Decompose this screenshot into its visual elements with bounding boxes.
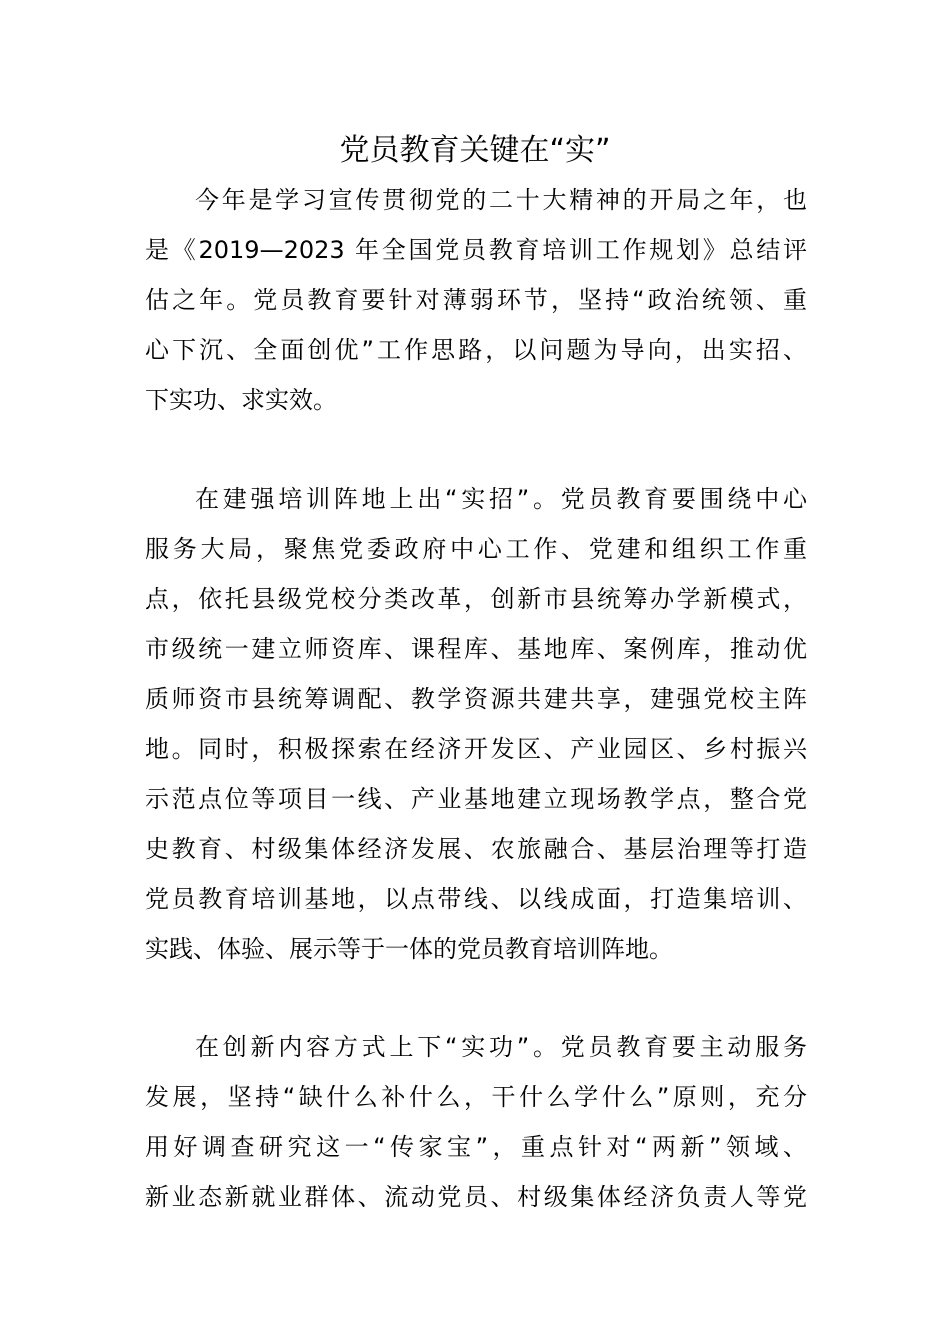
paragraph-line: 下实功、求实效。	[145, 386, 337, 414]
paragraph-line: 史教育、村级集体经济发展、农旅融合、基层治理等打造	[145, 835, 807, 863]
document-title: 党员教育关键在“实”	[339, 133, 611, 168]
paragraph-line: 市级统一建立师资库、课程库、基地库、案例库，推动优	[145, 635, 807, 663]
paragraph-line: 在创新内容方式上下“实功”。党员教育要主动服务	[195, 1033, 807, 1061]
paragraph-line: 地。同时，积极探索在经济开发区、产业园区、乡村振兴	[145, 735, 807, 763]
paragraph-line: 在建强培训阵地上出“实招”。党员教育要围绕中心	[195, 485, 807, 513]
paragraph-line: 示范点位等项目一线、产业基地建立现场教学点，整合党	[145, 785, 807, 813]
paragraph-1	[145, 175, 807, 425]
paragraph-line: 党员教育培训基地，以点带线、以线成面，打造集培训、	[145, 885, 807, 913]
paragraph-line: 新业态新就业群体、流动党员、村级集体经济负责人等党	[145, 1183, 807, 1211]
paragraph-line: 是《2019—2023 年全国党员教育培训工作规划》总结评	[145, 236, 807, 264]
paragraph-line: 估之年。党员教育要针对薄弱环节，坚持“政治统领、重	[145, 286, 807, 314]
paragraph-line: 心下沉、全面创优”工作思路，以问题为导向，出实招、	[145, 336, 807, 364]
paragraph-3	[145, 1022, 807, 1222]
paragraph-line: 服务大局，聚焦党委政府中心工作、党建和组织工作重	[145, 535, 807, 563]
paragraph-line: 质师资市县统筹调配、教学资源共建共享，建强党校主阵	[145, 685, 807, 713]
paragraph-2	[145, 474, 807, 974]
paragraph-line: 实践、体验、展示等于一体的党员教育培训阵地。	[145, 935, 673, 963]
paragraph-line: 今年是学习宣传贯彻党的二十大精神的开局之年，也	[195, 186, 807, 214]
paragraph-line: 用好调查研究这一“传家宝”，重点针对“两新”领域、	[145, 1133, 807, 1161]
paragraph-line: 发展，坚持“缺什么补什么，干什么学什么”原则，充分	[145, 1083, 807, 1111]
paragraph-line: 点，依托县级党校分类改革，创新市县统筹办学新模式，	[145, 585, 807, 613]
